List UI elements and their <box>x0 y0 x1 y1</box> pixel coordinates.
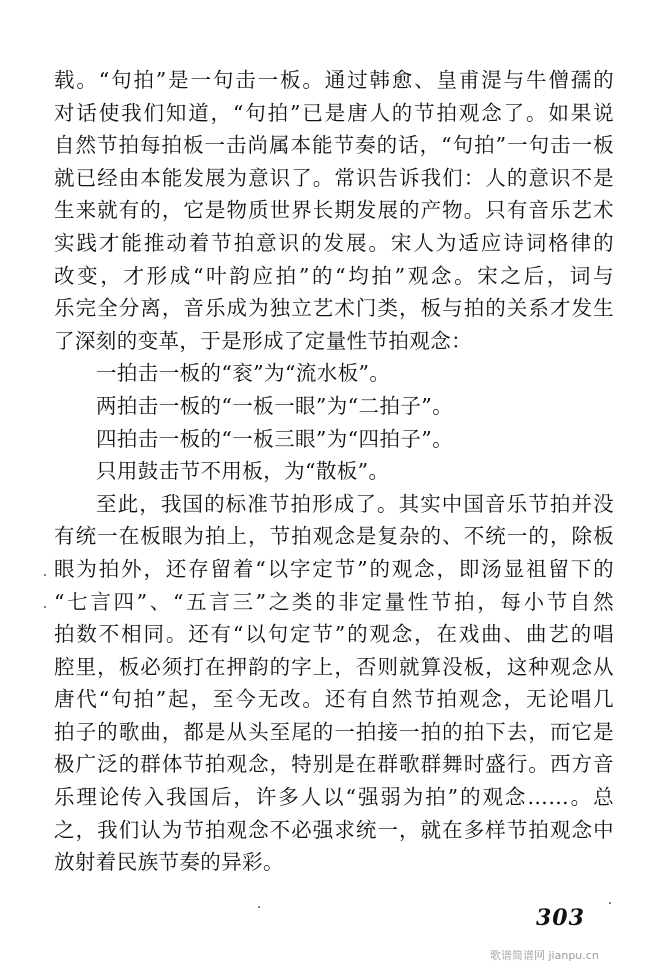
text-line: 拍子的歌曲，都是从头至尾的一拍接一拍的拍下去，而它是 <box>54 719 614 744</box>
text-line: 腔里，板必须打在押韵的字上，否则就算没板，这种观念从 <box>54 654 614 679</box>
text-line: 之，我们认为节拍观念不必强求统一，就在多样节拍观念中 <box>54 817 614 842</box>
scan-speck <box>258 906 260 908</box>
text-line: 对话使我们知道，“句拍”已是唐人的节拍观念了。如果说 <box>54 100 614 125</box>
text-line: “七言四”、“五言三”之类的非定量性节拍，每小节自然 <box>54 589 614 614</box>
scan-speck <box>44 606 46 608</box>
text-line: 有统一在板眼为拍上，节拍观念是复杂的、不统一的，除板 <box>54 524 614 549</box>
text-line: 乐完全分离，音乐成为独立艺术门类，板与拍的关系才发生 <box>54 296 614 321</box>
scan-speck <box>609 902 611 904</box>
watermark: 歌谱简谱网 jianpu.cn <box>490 949 599 962</box>
list-item: 只用鼓击节不用板，为“散板”。 <box>96 459 390 484</box>
list-item: 四拍击一板的“一板三眼”为“四拍子”。 <box>96 426 454 451</box>
list-item: 两拍击一板的“一板一眼”为“二拍子”。 <box>96 393 454 418</box>
text-line: 改变，才形成“叶韵应拍”的“均拍”观念。宋之后，词与 <box>54 263 614 288</box>
text-line: 眼为拍外，还存留着“以字定节”的观念，即汤显祖留下的 <box>54 556 614 581</box>
text-line: 生来就有的，它是物质世界长期发展的产物。只有音乐艺术 <box>54 198 614 223</box>
text-line: 实践才能推动着节拍意识的发展。宋人为适应诗词格律的 <box>54 230 614 255</box>
text-line: 至此，我国的标准节拍形成了。其实中国音乐节拍并没 <box>96 491 614 516</box>
text-line: 极广泛的群体节拍观念，特别是在群歌群舞时盛行。西方音 <box>54 752 614 777</box>
text-line: 唐代“句拍”起，至今无改。还有自然节拍观念，无论唱几 <box>54 687 614 712</box>
list-item: 一拍击一板的“衮”为“流水板”。 <box>96 361 391 386</box>
text-line: 了深刻的变革，于是形成了定量性节拍观念： <box>54 328 472 353</box>
text-line: 就已经由本能发展为意识了。常识告诉我们：人的意识不是 <box>54 165 614 190</box>
body-text <box>54 64 614 879</box>
text-line: 乐理论传入我国后，许多人以“强弱为拍”的观念……。总 <box>54 785 614 810</box>
page-number: 303 <box>536 905 585 931</box>
text-line: 载。“句拍”是一句击一板。通过韩愈、皇甫湜与牛僧孺的 <box>54 68 614 92</box>
scan-speck <box>44 574 46 576</box>
text-line: 自然节拍每拍板一击尚属本能节奏的话，“句拍”一句击一板 <box>54 133 614 158</box>
text-line: 拍数不相同。还有“以句定节”的观念，在戏曲、曲艺的唱 <box>54 622 614 647</box>
text-line: 放射着民族节奏的异彩。 <box>54 850 284 875</box>
